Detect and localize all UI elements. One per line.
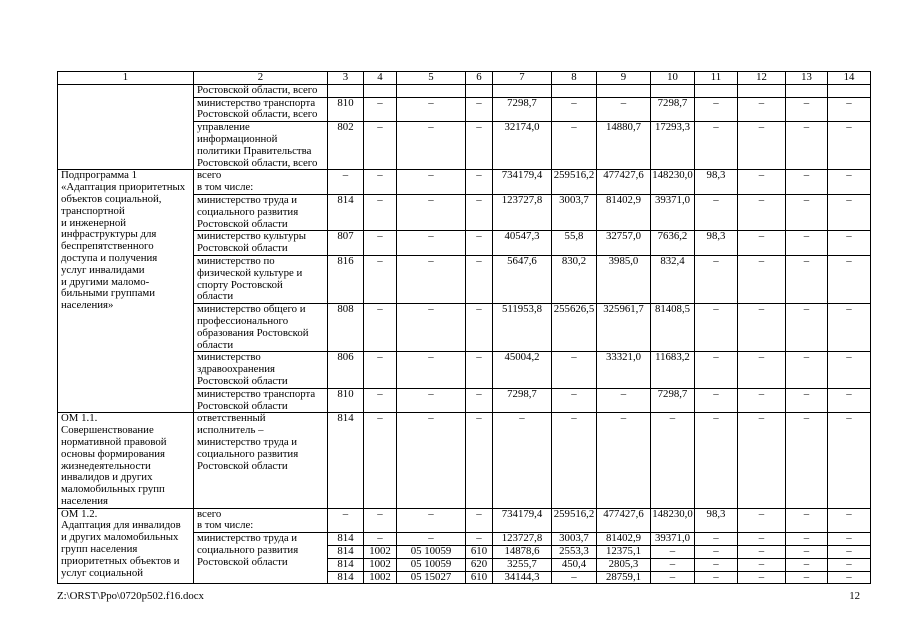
column-number: 9 [597, 72, 651, 85]
value-cell: – [786, 194, 828, 230]
value-cell: – [738, 558, 786, 571]
budget-table [57, 71, 871, 584]
executor-cell: управление информационной политики Правительства Ростовской области, всего [194, 122, 328, 170]
value-cell: – [786, 255, 828, 303]
value-cell: 3003,7 [552, 533, 597, 546]
value-cell: – [828, 571, 871, 584]
value-cell: – [466, 304, 493, 352]
value-cell: – [651, 413, 695, 508]
value-cell: 55,8 [552, 231, 597, 256]
value-cell: – [466, 170, 493, 195]
value-cell: – [328, 508, 364, 533]
value-cell: – [364, 122, 397, 170]
value-cell: – [597, 97, 651, 122]
value-cell: 814 [328, 558, 364, 571]
value-cell: – [828, 122, 871, 170]
value-cell: 259516,2 [552, 508, 597, 533]
value-cell [364, 84, 397, 97]
value-cell: – [738, 388, 786, 413]
value-cell: 734179,4 [493, 170, 552, 195]
page-number: 12 [849, 590, 860, 602]
value-cell: 511953,8 [493, 304, 552, 352]
value-cell: – [397, 352, 466, 388]
value-cell [466, 84, 493, 97]
value-cell: 81402,9 [597, 533, 651, 546]
value-cell: 32174,0 [493, 122, 552, 170]
value-cell: – [364, 231, 397, 256]
value-cell: 610 [466, 571, 493, 584]
column-number: 4 [364, 72, 397, 85]
value-cell: – [828, 231, 871, 256]
value-cell: 81402,9 [597, 194, 651, 230]
value-cell: – [738, 122, 786, 170]
value-cell: 3255,7 [493, 558, 552, 571]
value-cell: – [597, 388, 651, 413]
value-cell: 808 [328, 304, 364, 352]
value-cell: – [552, 122, 597, 170]
value-cell: – [738, 571, 786, 584]
value-cell: – [466, 194, 493, 230]
value-cell: 814 [328, 533, 364, 546]
value-cell: – [738, 231, 786, 256]
value-cell: 806 [328, 352, 364, 388]
value-cell: – [786, 571, 828, 584]
value-cell: – [466, 413, 493, 508]
value-cell: 7298,7 [493, 97, 552, 122]
value-cell: – [695, 97, 738, 122]
value-cell: 814 [328, 546, 364, 559]
value-cell: 450,4 [552, 558, 597, 571]
value-cell: 814 [328, 194, 364, 230]
value-cell: – [695, 304, 738, 352]
value-cell [828, 84, 871, 97]
value-cell: – [364, 255, 397, 303]
program-cell: ОМ 1.1. Совершенствование нормативной правовой основы формирования жизнедеятельности инвалидов и других маломобильных групп населения [58, 413, 194, 508]
value-cell: – [786, 558, 828, 571]
value-cell: – [786, 413, 828, 508]
value-cell: – [695, 194, 738, 230]
column-number: 3 [328, 72, 364, 85]
value-cell: – [738, 546, 786, 559]
value-cell [597, 84, 651, 97]
value-cell: 1002 [364, 571, 397, 584]
executor-cell: всего в том числе: [194, 170, 328, 195]
column-number: 10 [651, 72, 695, 85]
value-cell: – [364, 194, 397, 230]
value-cell: – [828, 533, 871, 546]
value-cell: 17293,3 [651, 122, 695, 170]
value-cell: – [364, 388, 397, 413]
program-cell [58, 84, 194, 170]
value-cell: 7298,7 [493, 388, 552, 413]
value-cell: 39371,0 [651, 533, 695, 546]
value-cell: 816 [328, 255, 364, 303]
value-cell: 98,3 [695, 170, 738, 195]
value-cell: – [738, 194, 786, 230]
column-number: 7 [493, 72, 552, 85]
value-cell: – [786, 508, 828, 533]
value-cell: 39371,0 [651, 194, 695, 230]
value-cell: – [397, 388, 466, 413]
value-cell: 28759,1 [597, 571, 651, 584]
value-cell: – [651, 558, 695, 571]
value-cell: – [828, 255, 871, 303]
value-cell: – [738, 304, 786, 352]
value-cell: 477427,6 [597, 508, 651, 533]
value-cell: – [364, 352, 397, 388]
value-cell: – [397, 194, 466, 230]
value-cell: – [552, 571, 597, 584]
value-cell: 5647,6 [493, 255, 552, 303]
value-cell: 3003,7 [552, 194, 597, 230]
executor-cell: министерство здравоохранения Ростовской области [194, 352, 328, 388]
value-cell: – [828, 194, 871, 230]
file-path: Z:\ORST\Ppo\0720p502.f16.docx [57, 590, 204, 602]
value-cell: – [397, 304, 466, 352]
value-cell: 14880,7 [597, 122, 651, 170]
value-cell: – [695, 533, 738, 546]
column-number: 6 [466, 72, 493, 85]
value-cell [397, 84, 466, 97]
column-number: 11 [695, 72, 738, 85]
value-cell: – [364, 97, 397, 122]
value-cell: 259516,2 [552, 170, 597, 195]
value-cell: – [397, 255, 466, 303]
value-cell: 2553,3 [552, 546, 597, 559]
executor-cell: министерство труда и социального развития Ростовской области [194, 533, 328, 584]
executor-cell: министерство общего и профессионального образования Ростовской области [194, 304, 328, 352]
value-cell: – [364, 508, 397, 533]
executor-cell: Ростовской области, всего [194, 84, 328, 97]
value-cell: – [466, 533, 493, 546]
value-cell: – [828, 508, 871, 533]
value-cell: – [552, 352, 597, 388]
value-cell: 14878,6 [493, 546, 552, 559]
value-cell: 810 [328, 97, 364, 122]
value-cell: – [695, 352, 738, 388]
value-cell: – [695, 122, 738, 170]
column-number: 8 [552, 72, 597, 85]
value-cell: 832,4 [651, 255, 695, 303]
table-row [58, 413, 871, 508]
value-cell: 45004,2 [493, 352, 552, 388]
program-cell: ОМ 1.2. Адаптация для инвалидов и других маломобильных групп населения приоритетных объектов и услуг социальной [58, 508, 194, 584]
value-cell: – [738, 508, 786, 533]
executor-cell: министерство культуры Ростовской области [194, 231, 328, 256]
value-cell: – [552, 97, 597, 122]
value-cell: 123727,8 [493, 194, 552, 230]
value-cell: – [552, 388, 597, 413]
value-cell: 12375,1 [597, 546, 651, 559]
value-cell: – [364, 413, 397, 508]
value-cell: 34144,3 [493, 571, 552, 584]
value-cell: – [738, 413, 786, 508]
column-number: 12 [738, 72, 786, 85]
value-cell: 98,3 [695, 231, 738, 256]
value-cell: – [397, 97, 466, 122]
value-cell: – [828, 558, 871, 571]
value-cell: – [397, 231, 466, 256]
value-cell: 05 15027 [397, 571, 466, 584]
value-cell: – [786, 352, 828, 388]
value-cell: 148230,0 [651, 508, 695, 533]
value-cell: – [786, 388, 828, 413]
value-cell: – [695, 388, 738, 413]
value-cell: – [786, 546, 828, 559]
value-cell [695, 84, 738, 97]
value-cell: 40547,3 [493, 231, 552, 256]
value-cell: – [738, 352, 786, 388]
table-row [58, 508, 871, 533]
executor-cell: министерство транспорта Ростовской области, всего [194, 97, 328, 122]
value-cell: 11683,2 [651, 352, 695, 388]
value-cell: – [828, 413, 871, 508]
value-cell: – [828, 304, 871, 352]
value-cell: – [397, 508, 466, 533]
value-cell: – [786, 304, 828, 352]
value-cell [328, 84, 364, 97]
column-number: 1 [58, 72, 194, 85]
value-cell: 81408,5 [651, 304, 695, 352]
executor-cell: всего в том числе: [194, 508, 328, 533]
value-cell [493, 84, 552, 97]
column-number: 13 [786, 72, 828, 85]
value-cell: – [651, 546, 695, 559]
value-cell: – [597, 413, 651, 508]
value-cell [552, 84, 597, 97]
executor-cell: министерство по физической культуре и спорту Ростовской области [194, 255, 328, 303]
value-cell: 33321,0 [597, 352, 651, 388]
value-cell: 255626,5 [552, 304, 597, 352]
value-cell: – [828, 352, 871, 388]
value-cell: – [397, 122, 466, 170]
value-cell: 814 [328, 413, 364, 508]
value-cell: – [328, 170, 364, 195]
value-cell: – [695, 558, 738, 571]
value-cell: – [397, 170, 466, 195]
value-cell: – [493, 413, 552, 508]
column-number: 5 [397, 72, 466, 85]
value-cell: 802 [328, 122, 364, 170]
value-cell: 7636,2 [651, 231, 695, 256]
value-cell: – [828, 388, 871, 413]
value-cell: 123727,8 [493, 533, 552, 546]
value-cell: – [364, 533, 397, 546]
value-cell: – [786, 231, 828, 256]
value-cell: – [738, 97, 786, 122]
value-cell: – [466, 231, 493, 256]
executor-cell: министерство транспорта Ростовской области [194, 388, 328, 413]
value-cell: – [828, 170, 871, 195]
value-cell: 620 [466, 558, 493, 571]
value-cell: – [397, 533, 466, 546]
value-cell: – [466, 255, 493, 303]
value-cell: 05 10059 [397, 558, 466, 571]
value-cell: 32757,0 [597, 231, 651, 256]
executor-cell: министерство труда и социального развития Ростовской области [194, 194, 328, 230]
value-cell: 814 [328, 571, 364, 584]
value-cell: – [364, 304, 397, 352]
column-number-row [58, 72, 871, 85]
value-cell: – [695, 546, 738, 559]
value-cell: 1002 [364, 546, 397, 559]
value-cell: – [466, 122, 493, 170]
value-cell: – [695, 255, 738, 303]
value-cell: 1002 [364, 558, 397, 571]
value-cell: 7298,7 [651, 97, 695, 122]
value-cell: 3985,0 [597, 255, 651, 303]
value-cell: – [828, 546, 871, 559]
value-cell: – [786, 122, 828, 170]
value-cell: – [651, 571, 695, 584]
value-cell: 830,2 [552, 255, 597, 303]
value-cell: – [786, 533, 828, 546]
value-cell: – [738, 255, 786, 303]
value-cell: 98,3 [695, 508, 738, 533]
value-cell: 2805,3 [597, 558, 651, 571]
value-cell: – [695, 413, 738, 508]
value-cell: 325961,7 [597, 304, 651, 352]
executor-cell: ответственный исполнитель – министерство труда и социального развития Ростовской области [194, 413, 328, 508]
value-cell: – [695, 571, 738, 584]
value-cell: 734179,4 [493, 508, 552, 533]
value-cell: – [397, 413, 466, 508]
value-cell: 477427,6 [597, 170, 651, 195]
value-cell: 610 [466, 546, 493, 559]
value-cell [651, 84, 695, 97]
table-row [58, 170, 871, 195]
value-cell: – [828, 97, 871, 122]
value-cell: 148230,0 [651, 170, 695, 195]
value-cell [786, 84, 828, 97]
value-cell: 810 [328, 388, 364, 413]
value-cell [738, 84, 786, 97]
program-cell: Подпрограмма 1 «Адаптация приоритетных объектов социальной, транспортной и инженерной инфраструктуры для беспрепятственного доступа и получения услуг инвалидами и другими маломо- бильными группами населения» [58, 170, 194, 413]
column-number: 2 [194, 72, 328, 85]
value-cell: – [466, 388, 493, 413]
value-cell: – [466, 352, 493, 388]
value-cell: 7298,7 [651, 388, 695, 413]
value-cell: 05 10059 [397, 546, 466, 559]
value-cell: – [552, 413, 597, 508]
table-row [58, 84, 871, 97]
value-cell: – [466, 97, 493, 122]
column-number: 14 [828, 72, 871, 85]
value-cell: – [364, 170, 397, 195]
value-cell: 807 [328, 231, 364, 256]
value-cell: – [786, 170, 828, 195]
value-cell: – [738, 533, 786, 546]
value-cell: – [466, 508, 493, 533]
value-cell: – [738, 170, 786, 195]
value-cell: – [786, 97, 828, 122]
